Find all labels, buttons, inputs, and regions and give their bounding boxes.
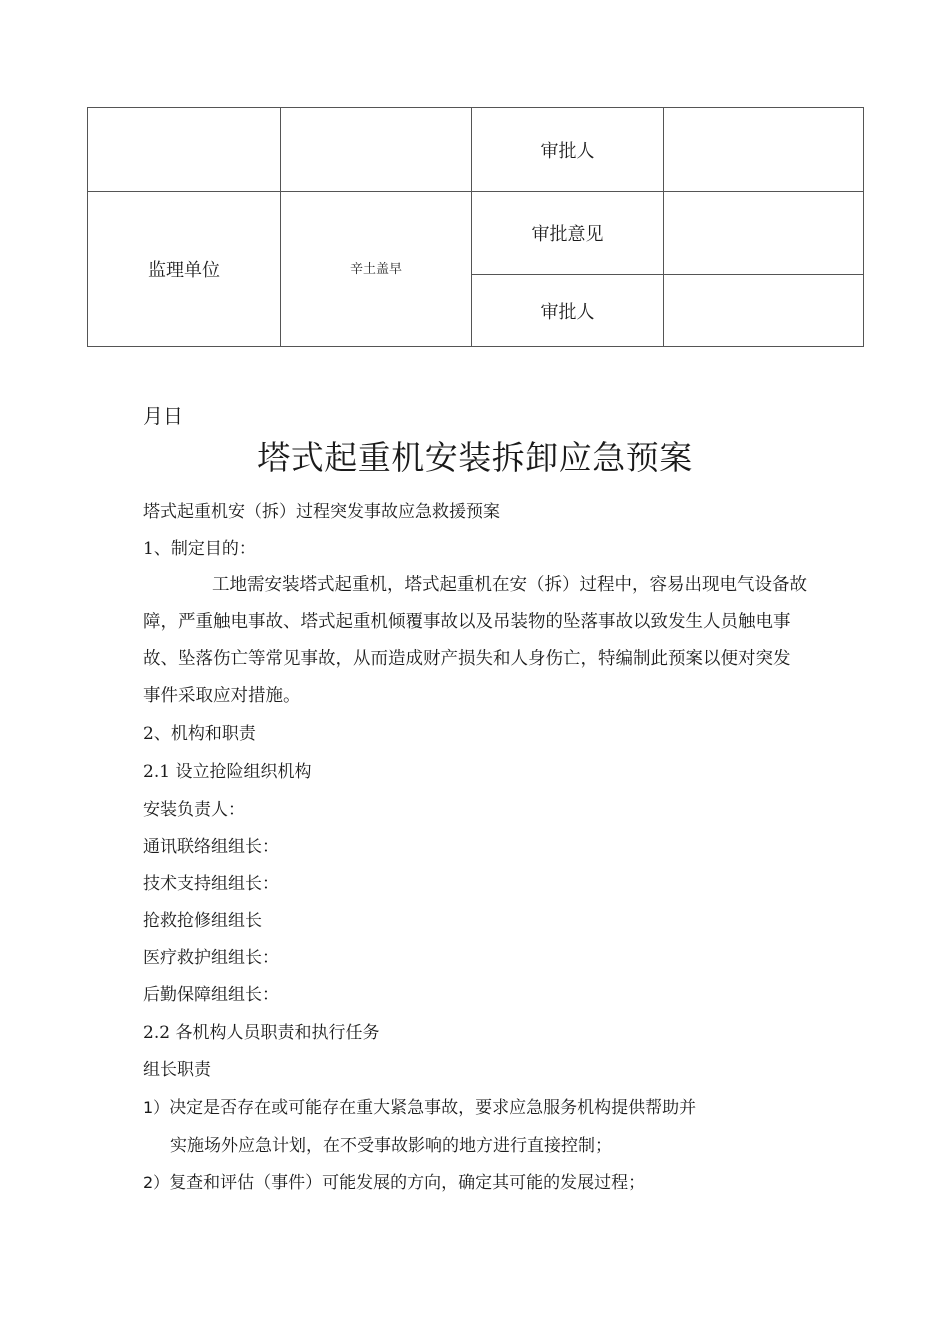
stamp-text: 辛土盖早 bbox=[349, 261, 402, 277]
role-medical-lead: 医疗救护组组长： bbox=[143, 948, 279, 968]
subtitle: 塔式起重机安（拆）过程突发事故应急救援预案 bbox=[143, 502, 500, 522]
role-logistics-lead: 后勤保障组组长： bbox=[143, 985, 279, 1005]
role-install-lead: 安装负责人： bbox=[143, 800, 245, 820]
section2-heading: 2、机构和职责 bbox=[143, 724, 256, 744]
table-cell-empty-r1c2 bbox=[281, 108, 472, 192]
subsection-2-1: 2.1 设立抢险组织机构 bbox=[143, 762, 312, 782]
duty-text-2: 复查和评估（事件）可能发展的方向，确定其可能的发展过程； bbox=[169, 1173, 646, 1193]
paragraph-line-1: 工地需安装塔式起重机，塔式起重机在安（拆）过程中，容易出现电气设备故 bbox=[212, 575, 807, 595]
paragraph-line-4: 事件采取应对措施。 bbox=[143, 686, 301, 706]
duty-item-1 bbox=[143, 1093, 696, 1118]
leader-duties-heading: 组长职责 bbox=[143, 1060, 211, 1080]
duty-number-2: 2） bbox=[143, 1173, 170, 1192]
duty-item-2 bbox=[143, 1168, 645, 1193]
duty-text-1: 决定是否存在或可能存在重大紧急事故，要求应急服务机构提供帮助并 bbox=[169, 1098, 697, 1118]
supervision-unit-label: 监理单位 bbox=[88, 192, 281, 347]
paragraph-line-2: 障，严重触电事故、塔式起重机倾覆事故以及吊装物的坠落事故以致发生人员触电事 bbox=[143, 612, 791, 632]
table-cell-empty-r1c1 bbox=[88, 108, 281, 192]
approval-opinion-value bbox=[664, 192, 864, 275]
section1-heading: 1、制定目的： bbox=[143, 539, 256, 559]
approver-label-2: 审批人 bbox=[472, 275, 664, 347]
duty-item-1-continued: 实施场外应急计划，在不受事故影响的地方进行直接控制； bbox=[170, 1136, 612, 1156]
approver-value-1 bbox=[664, 108, 864, 192]
stamp-cell bbox=[281, 192, 472, 347]
duty-number-1: 1） bbox=[143, 1098, 170, 1117]
document-title: 塔式起重机安装拆卸应急预案 bbox=[257, 438, 693, 477]
approval-table bbox=[87, 107, 864, 347]
paragraph-line-3: 故、坠落伤亡等常见事故，从而造成财产损失和人身伤亡，特编制此预案以便对突发 bbox=[143, 649, 791, 669]
role-tech-support-lead: 技术支持组组长： bbox=[143, 874, 279, 894]
approver-value-2 bbox=[664, 275, 864, 347]
approval-opinion-label: 审批意见 bbox=[472, 192, 664, 275]
subsection-2-2: 2.2 各机构人员职责和执行任务 bbox=[143, 1023, 380, 1043]
role-rescue-repair-lead: 抢救抢修组组长 bbox=[143, 911, 262, 931]
role-communication-lead: 通讯联络组组长： bbox=[143, 837, 279, 857]
date-label: 月日 bbox=[143, 404, 183, 428]
approver-label-1: 审批人 bbox=[472, 108, 664, 192]
